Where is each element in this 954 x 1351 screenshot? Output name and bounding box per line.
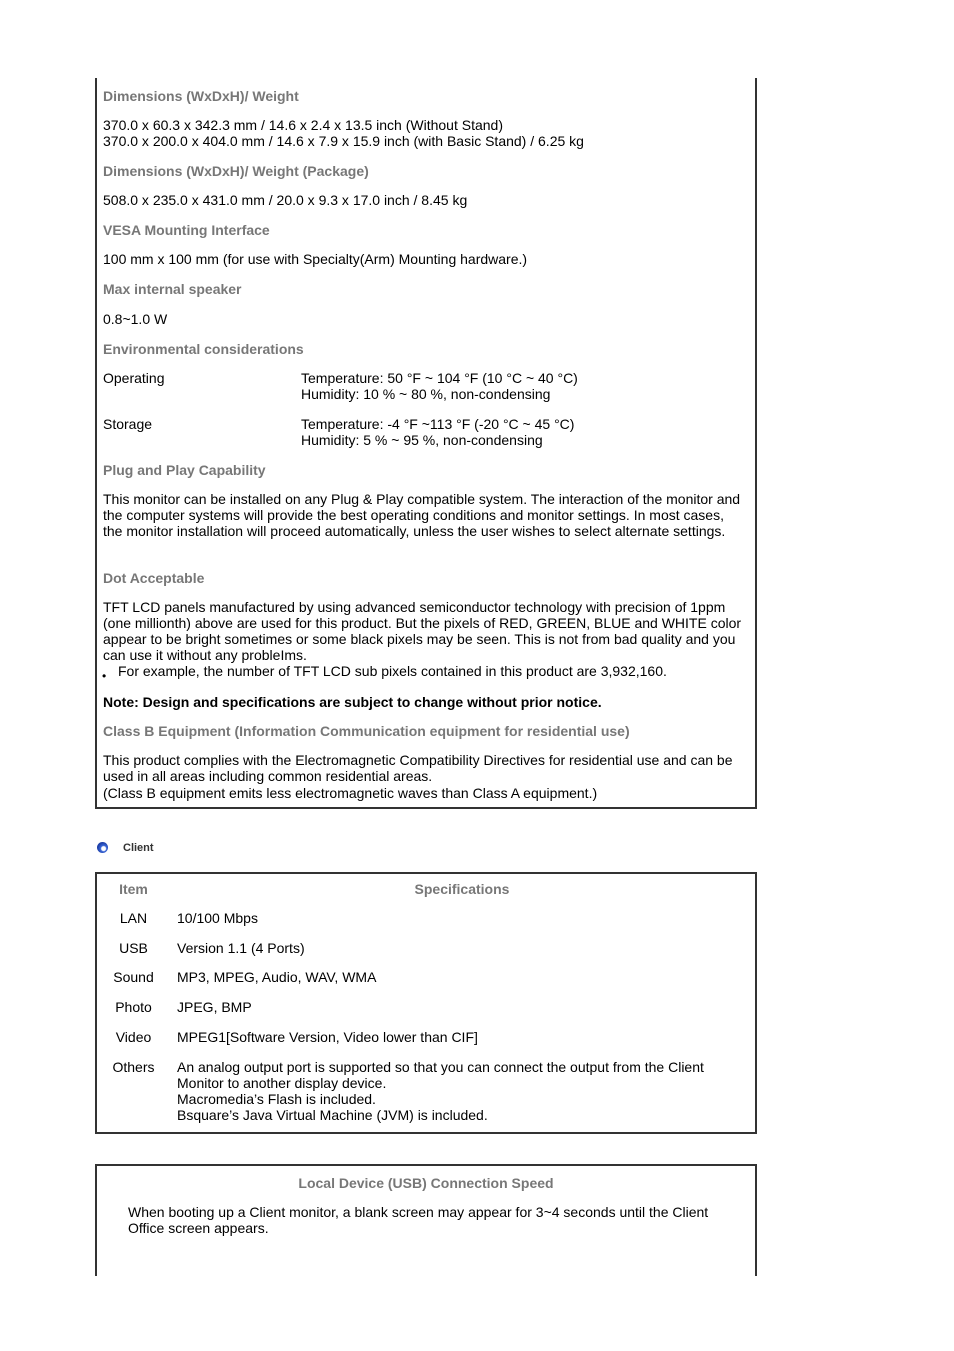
dot-bullet-text: For example, the number of TFT LCD sub pixels contained in this product are 3,932,160. — [118, 663, 667, 679]
client-row-spec: MPEG1[Software Version, Video lower than CIF] — [177, 1029, 478, 1045]
operating-temperature: Temperature: 50 °F ~ 104 °F (10 °C ~ 40 °C) — [301, 370, 578, 386]
bullet-icon: • — [102, 669, 107, 683]
client-row-item: LAN — [119, 910, 148, 926]
dimensions-without-stand: 370.0 x 60.3 x 342.3 mm / 14.6 x 2.4 x 13.5 inch (Without Stand) — [103, 117, 503, 133]
pnp-heading: Plug and Play Capability — [103, 462, 266, 478]
pnp-text: This monitor can be installed on any Plug & Play compatible system. The interaction of the monitor and the computer systems will provide the best operating conditions and monitor settings. In most cases, the monitor installation will proceed automatically, unless the user wishes to select alternate settings. — [103, 491, 741, 539]
package-value: 508.0 x 235.0 x 431.0 mm / 20.0 x 9.3 x 17.0 inch / 8.45 kg — [103, 192, 468, 208]
client-row-spec: An analog output port is supported so that you can connect the output from the Client Monitor to another display device. — [177, 1059, 704, 1091]
operating-label: Operating — [103, 370, 165, 386]
usb-speed-heading: Local Device (USB) Connection Speed — [298, 1175, 554, 1191]
client-row-spec: Version 1.1 (4 Ports) — [177, 940, 305, 956]
client-row-spec: MP3, MPEG, Audio, WAV, WMA — [177, 969, 377, 985]
client-row-item: USB — [119, 940, 148, 956]
usb-speed-text: When booting up a Client monitor, a blank screen may appear for 3~4 seconds until the Client Office screen appears. — [128, 1204, 709, 1236]
client-section-title: Client — [123, 842, 154, 854]
storage-label: Storage — [103, 416, 153, 432]
dot-text: TFT LCD panels manufactured by using advanced semiconductor technology with precision of 1ppm (one millionth) above are used for this product. But the pixels of RED, GREEN, BLUE and WHITE color appear to be bright sometimes or some black pixels may be seen. This is not from bad quality and you can use it without any probleIms. — [103, 599, 742, 663]
client-row-item: Photo — [115, 999, 152, 1015]
storage-temperature: Temperature: -4 °F ~113 °F (-20 °C ~ 45 °C) — [301, 416, 575, 432]
client-header-item: Item — [119, 881, 148, 897]
speaker-value: 0.8~1.0 W — [103, 311, 168, 327]
vesa-value: 100 mm x 100 mm (for use with Specialty(Arm) Mounting hardware.) — [103, 251, 528, 267]
client-row-item: Sound — [113, 969, 154, 985]
environment-heading: Environmental considerations — [103, 341, 304, 357]
vesa-heading: VESA Mounting Interface — [103, 222, 270, 238]
client-others-flash: Macromedia’s Flash is included. — [177, 1091, 376, 1107]
client-header-specs: Specifications — [414, 881, 510, 897]
client-row-item: Video — [115, 1029, 152, 1045]
bullet-circle-icon — [97, 842, 108, 853]
client-row-spec: 10/100 Mbps — [177, 910, 258, 926]
classb-heading: Class B Equipment (Information Communication equipment for residential use) — [103, 723, 630, 739]
change-notice: Note: Design and specifications are subject to change without prior notice. — [103, 694, 602, 710]
client-row-item: Others — [112, 1059, 155, 1075]
client-others-jvm: Bsquare’s Java Virtual Machine (JVM) is included. — [177, 1107, 488, 1123]
speaker-heading: Max internal speaker — [103, 281, 242, 297]
client-row-spec: JPEG, BMP — [177, 999, 252, 1015]
dimensions-heading: Dimensions (WxDxH)/ Weight — [103, 88, 299, 104]
operating-humidity: Humidity: 10 % ~ 80 %, non-condensing — [301, 386, 551, 402]
classb-note: (Class B equipment emits less electromagnetic waves than Class A equipment.) — [103, 785, 598, 801]
package-heading: Dimensions (WxDxH)/ Weight (Package) — [103, 163, 369, 179]
storage-humidity: Humidity: 5 % ~ 95 %, non-condensing — [301, 432, 543, 448]
dot-heading: Dot Acceptable — [103, 570, 205, 586]
dimensions-with-stand: 370.0 x 200.0 x 404.0 mm / 14.6 x 7.9 x 15.9 inch (with Basic Stand) / 6.25 kg — [103, 133, 584, 149]
classb-text: This product complies with the Electromagnetic Compatibility Directives for residential use and can be used in all areas including common residential areas. — [103, 752, 733, 784]
